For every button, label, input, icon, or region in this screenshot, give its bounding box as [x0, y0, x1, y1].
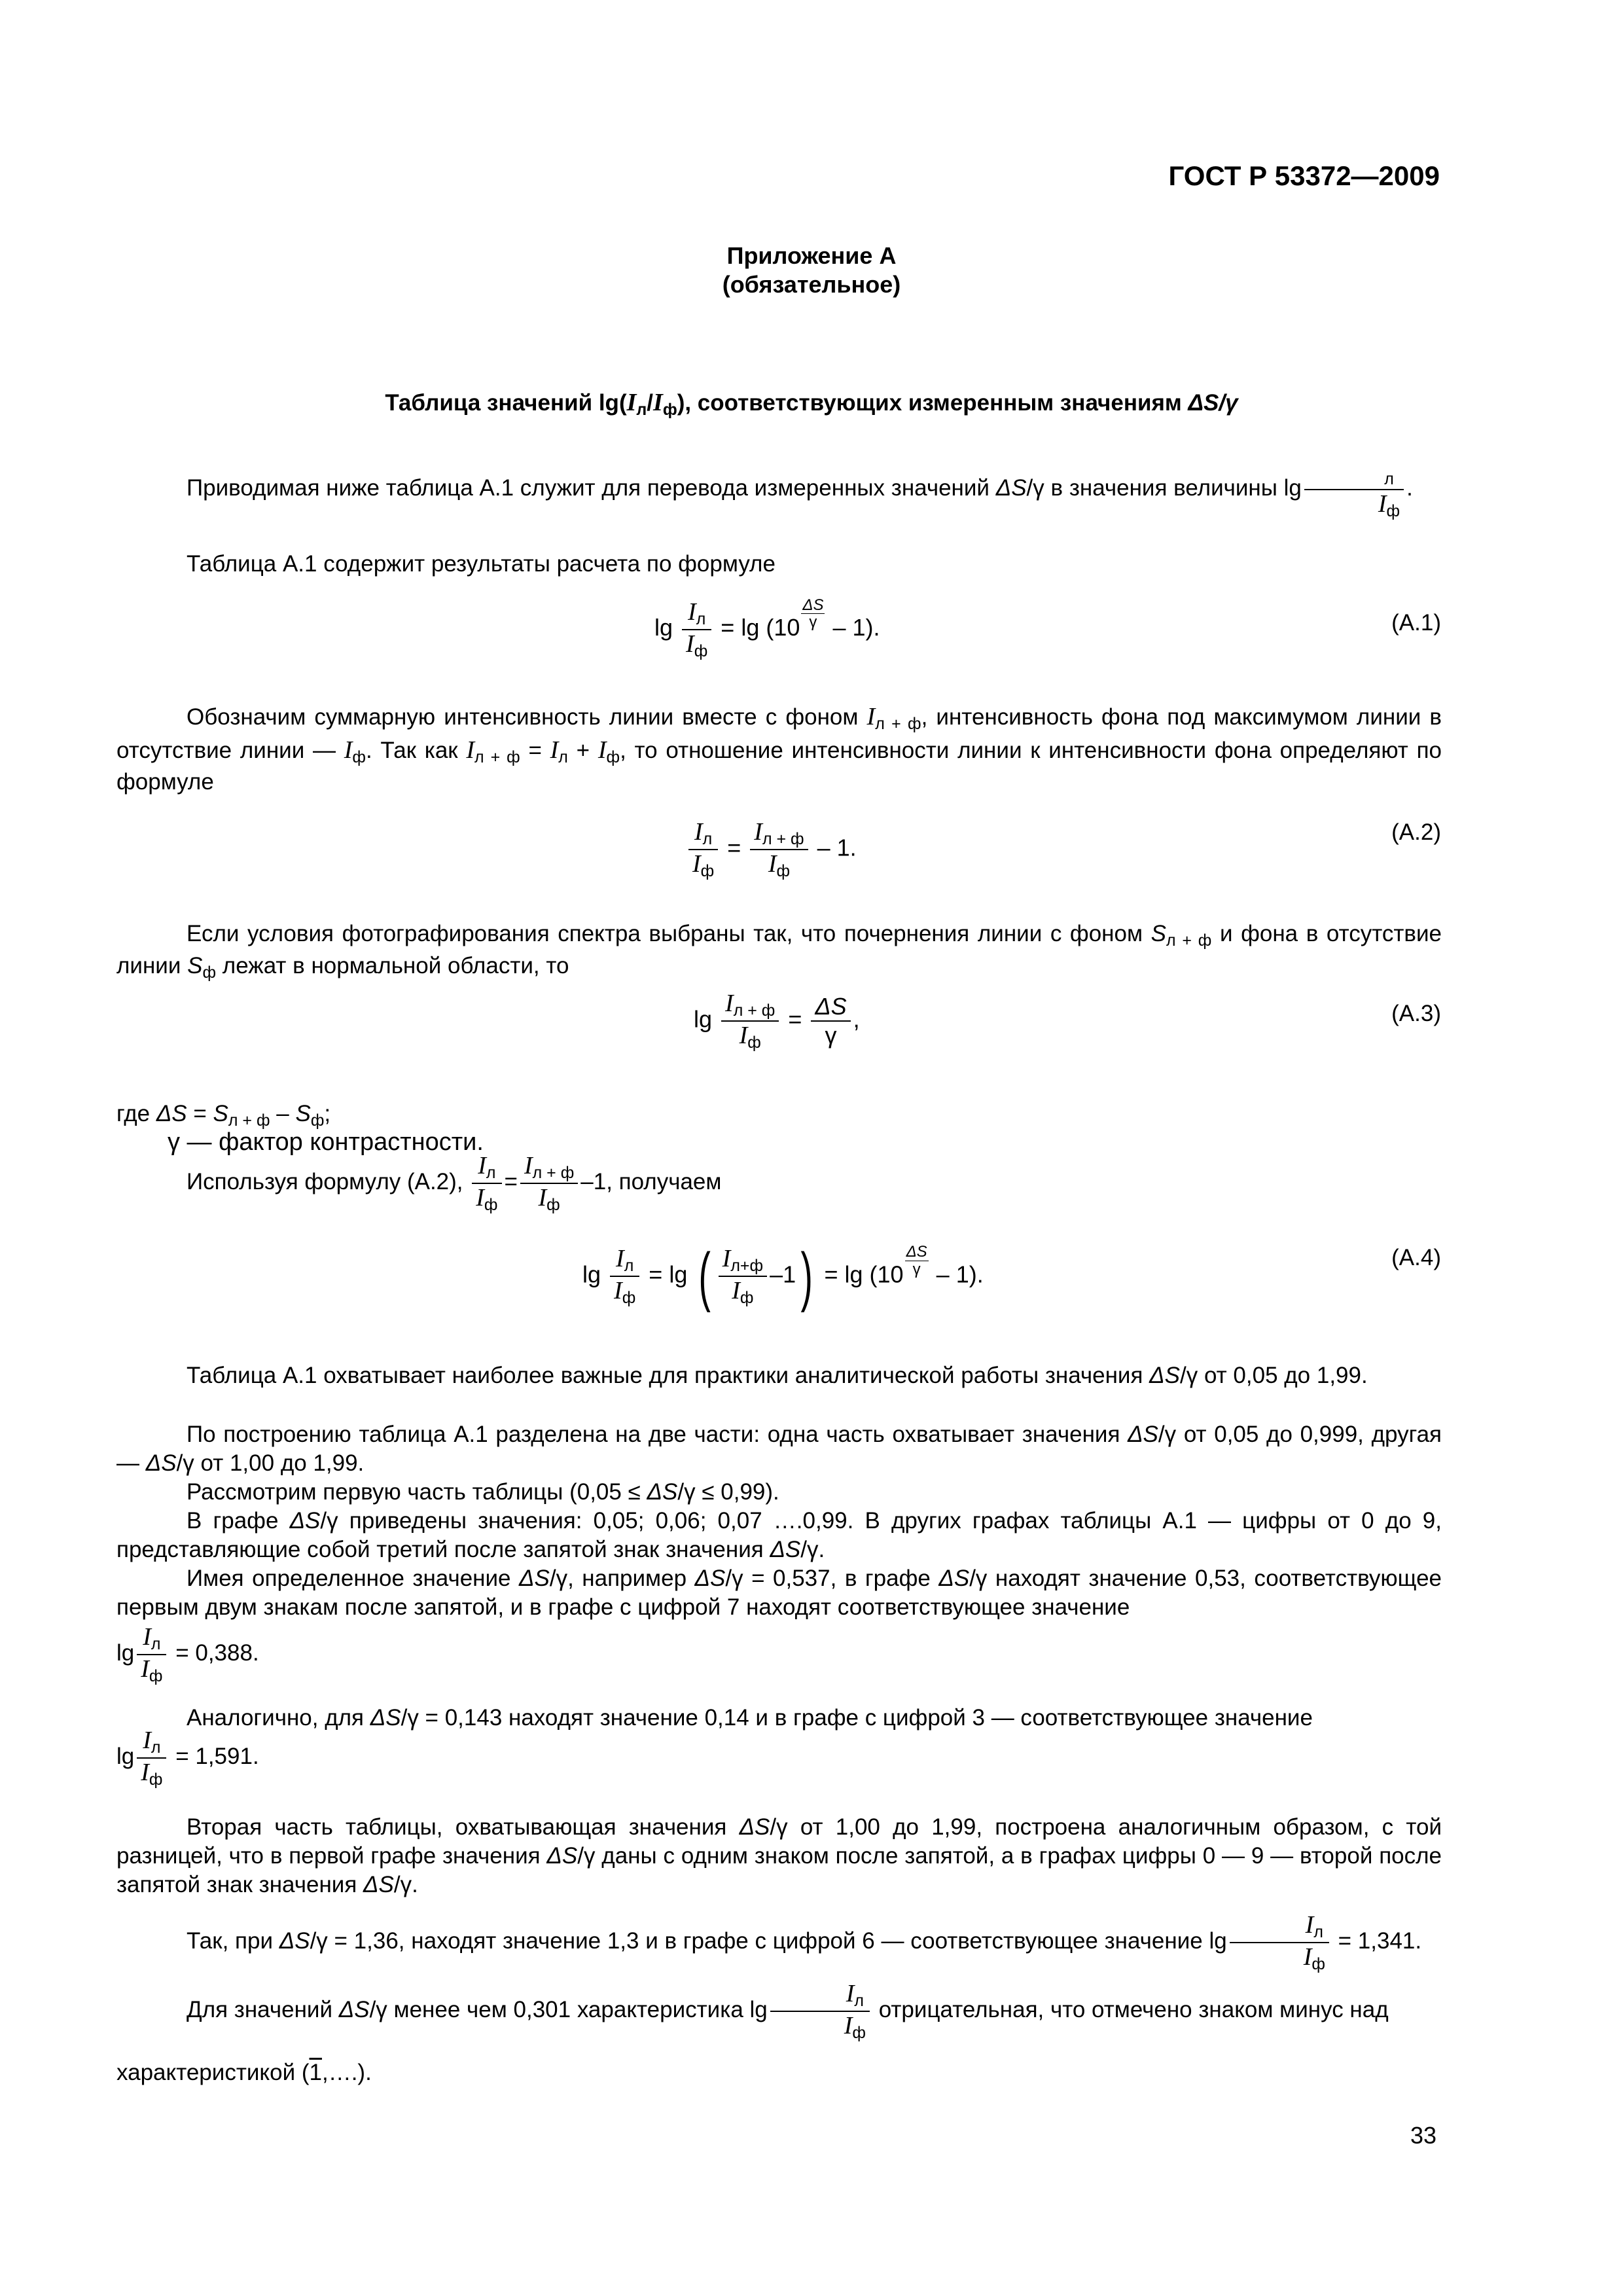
example-2-value: lg $\frac{I_л}{I_ф}$ = 1,591.: [116, 1727, 259, 1789]
paragraph-first-part: Рассмотрим первую часть таблицы (0,05 ≤ ΔS/γ ≤ 0,99).: [187, 1479, 779, 1505]
paragraph-intensity: Обозначим суммарную интенсивность линии вместе с фоном $I_{л + ф}$, интенсивность фона под максимумом линии в отсутствие линии — $I_ф$. Так как $I_{л + ф} = I_л + I_ф$, то отношение интенсивности линии к интенсивности фона определяют по формуле: [116, 703, 1442, 795]
paragraph-negative-end: характеристикой (1,….).: [116, 2060, 372, 2085]
paragraph-negative: Для значений ΔS/γ менее чем 0,301 характеристика lg $\frac{I_л}{I_ф}$ отрицательная, что отмечено знаком минус над: [187, 1980, 1389, 2042]
equation-a1: lg $\frac{I_л}{I_ф}$ = lg (10 $\frac{\Delta S}{\gamma}$ – 1).: [654, 596, 880, 660]
paragraph-columns: В графе ΔS/γ приведены значения: 0,05; 0,06; 0,07 ….0,99. В других графах таблицы А.1 — цифры от 0 до 9, представляющие собой третий после запятой знак значения ΔS/γ.: [116, 1508, 1442, 1563]
where-definition: где $\Delta S = S_{л + ф} - S_ф$;: [116, 1101, 331, 1130]
paragraph-example-3: Так, при ΔS/γ = 1,36, находят значение 1,3 и в графе с цифрой 6 — соответствующее значение lg $\frac{I_л}{I_ф}$ = 1,341.: [187, 1911, 1422, 1973]
equation-a4: lg $\frac{I_л}{I_ф}$ = lg ( $\frac{I_{л+ф}}{I_ф}$ –1) = lg (10 $\frac{\Delta S}{\gamma}$ – 1).: [582, 1240, 984, 1313]
paragraph-table-parts: По построению таблица А.1 разделена на две части: одна часть охватывает значения ΔS/γ от 0,05 до 0,999, другая — ΔS/γ от 1,00 до 1,99.: [116, 1422, 1442, 1477]
annex-subtitle: (обязательное): [722, 271, 901, 298]
document-code: ГОСТ Р 53372—2009: [1168, 160, 1440, 191]
equation-number-a1: (А.1): [1391, 610, 1441, 636]
paragraph-example-1: Имея определенное значение ΔS/γ, например ΔS/γ = 0,537, в графе ΔS/γ находят значение 0,53, соответствующее первым двум знакам после запятой, и в графе с цифрой 7 находят соответствующее значение: [116, 1566, 1442, 1621]
equation-number-a2: (А.2): [1391, 819, 1441, 845]
equation-a3: lg $\frac{I_{л + ф}}{I_ф}$ = $\frac{\Delta S}{\gamma}$ ,: [694, 990, 860, 1052]
page-number: 33: [1410, 2122, 1436, 2149]
equation-number-a3: (А.3): [1391, 1001, 1441, 1026]
paragraph-formula-intro: Таблица А.1 содержит результаты расчета по формуле: [187, 551, 776, 577]
paragraph-intro: Приводимая ниже таблица А.1 служит для перевода измеренных значений ΔS/γ в значения величины lg $\frac{_л}{I_ф}$ .: [116, 458, 1442, 521]
equation-a2: $\frac{I_л}{I_ф}$ = $\frac{I_{л + ф}}{I_ф}$ – 1.: [686, 818, 857, 881]
equation-number-a4: (А.4): [1391, 1245, 1441, 1270]
example-1-value: lg $\frac{I_л}{I_ф}$ = 0,388.: [116, 1623, 259, 1685]
annex-title: Приложение А: [726, 242, 897, 269]
paragraph-table-coverage: Таблица А.1 охватывает наиболее важные для практики аналитической работы значения ΔS/γ от 0,05 до 1,99.: [187, 1363, 1368, 1388]
paragraph-second-part: Вторая часть таблицы, охватывающая значения ΔS/γ от 1,00 до 1,99, построена аналогичным образом, с той разницей, что в первой графе значения ΔS/γ даны с одним знаком после запятой, а в графах цифры 0 — 9 — второй после запятой знак значения ΔS/γ.: [116, 1814, 1442, 1898]
using-formula-line: Используя формулу (А.2), $\frac{I_л}{I_ф}$ = $\frac{I_{л + ф}}{I_ф}$ –1, получаем: [187, 1152, 722, 1214]
gamma-definition: γ — фактор контрастности.: [168, 1128, 484, 1156]
paragraph-photo-conditions: Если условия фотографирования спектра выбраны так, что почернения линии с фоном $S_{л + ф}$ и фона в отсутствие линии $S_ф$ лежат в нормальной области, то: [116, 921, 1442, 982]
paragraph-example-2: Аналогично, для ΔS/γ = 0,143 находят значение 0,14 и в графе с цифрой 3 — соответствующее значение: [187, 1705, 1313, 1731]
section-title: Таблица значений $\lg(I_л/I_ф)$, соответствующих измеренным значениям ΔS/γ: [385, 389, 1238, 419]
